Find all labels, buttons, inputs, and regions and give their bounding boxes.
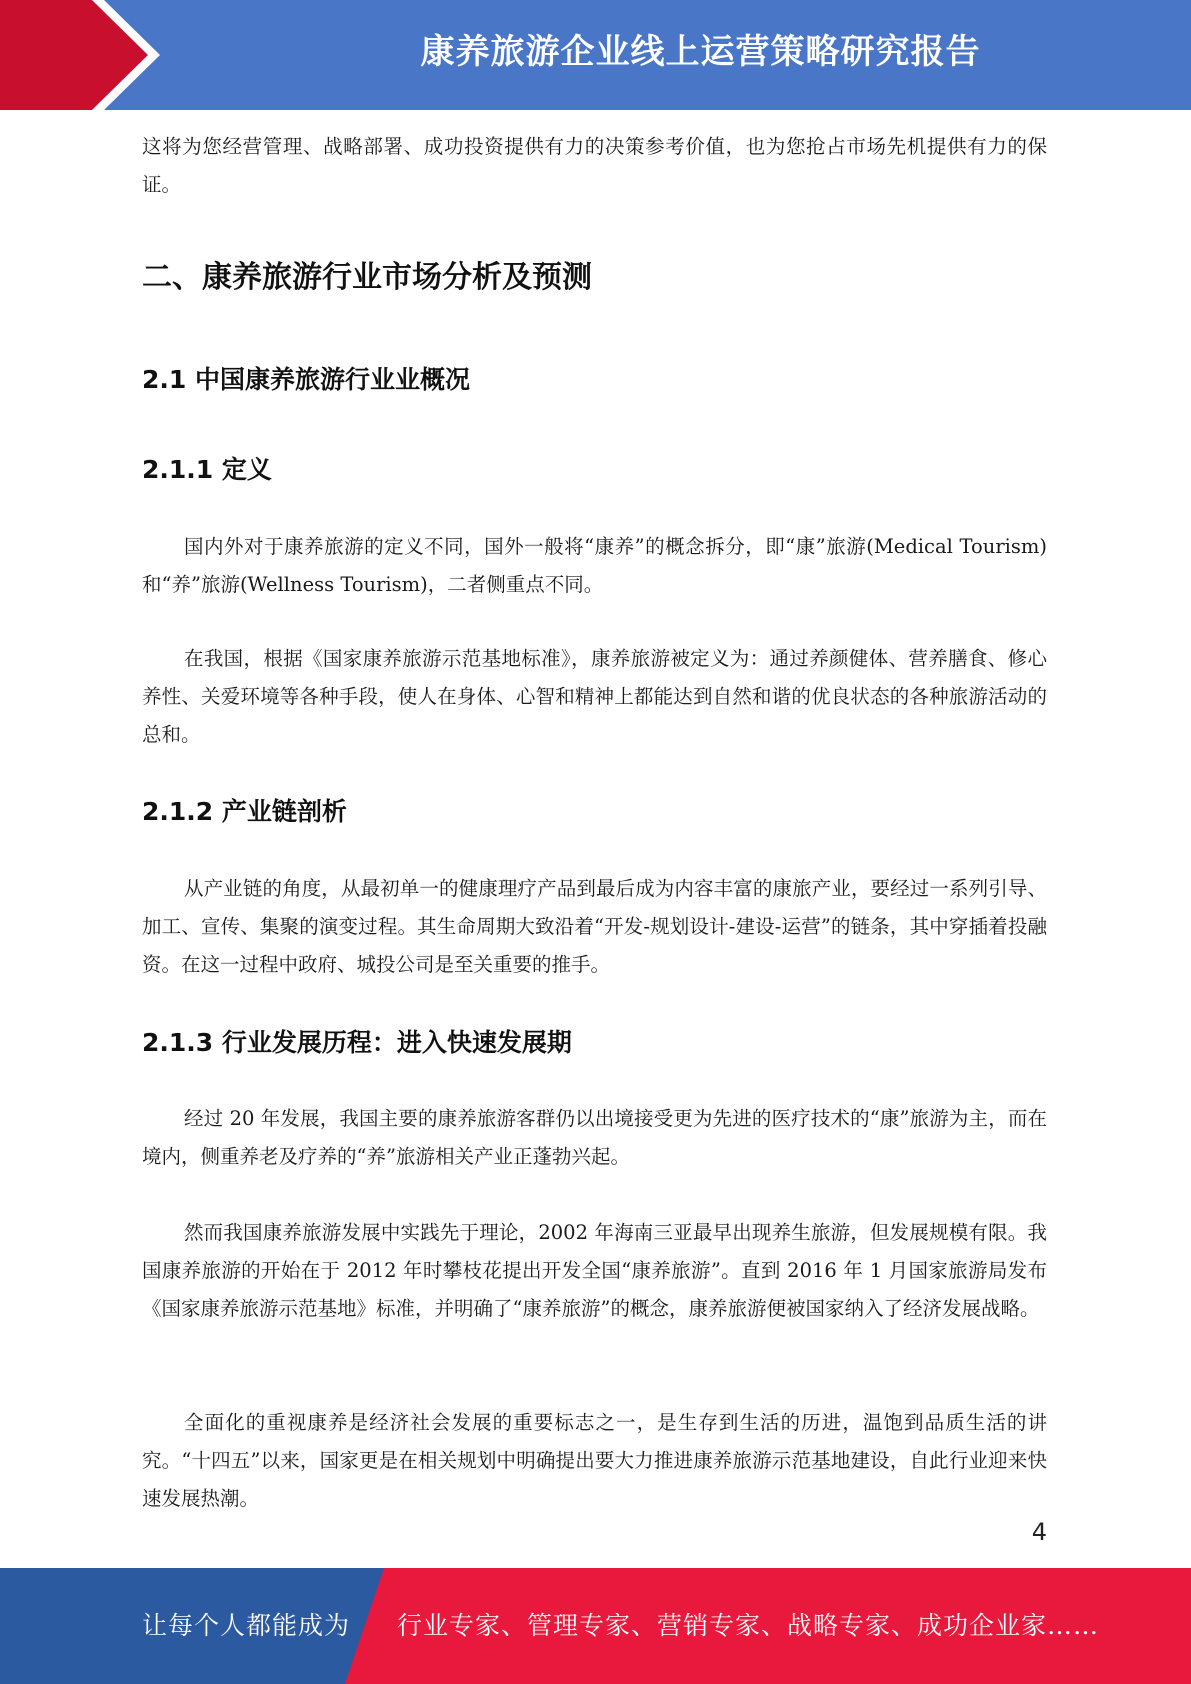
s212-title: 2.1.2 产业链剖析 — [142, 797, 347, 826]
s213-p1-block — [142, 1100, 1047, 1176]
s212-heading-block — [142, 792, 1047, 828]
s211-title: 2.1.1 定义 — [142, 455, 272, 484]
s211-p1-block — [142, 528, 1047, 604]
intro-paragraph: 这将为您经营管理、战略部署、成功投资提供有力的决策参考价值，也为您抢占市场先机提供有力的保证。 — [142, 135, 1047, 196]
s212-paragraph-1: 从产业链的角度，从最初单一的健康理疗产品到最后成为内容丰富的康旅产业，要经过一系列引导、加工、宣传、集聚的演变过程。其生命周期大致沿着“开发-规划设计-建设-运营”的链条，其中穿插着投融资。在这一过程中政府、城投公司是至关重要的推手。 — [142, 877, 1047, 976]
s211-heading-block — [142, 450, 1047, 486]
s213-p3-block — [142, 1404, 1047, 1518]
subsection-title: 2.1 中国康养旅游行业业概况 — [142, 365, 470, 394]
section-title: 二、康养旅游行业市场分析及预测 — [142, 260, 592, 295]
section-heading-block — [142, 252, 1047, 296]
footer-slogan-right: 行业专家、管理专家、营销专家、战略专家、成功企业家…… — [397, 1611, 1100, 1640]
s213-paragraph-3: 全面化的重视康养是经济社会发展的重要标志之一，是生存到生活的历进，温饱到品质生活的讲究。“十四五”以来，国家更是在相关规划中明确提出要大力推进康养旅游示范基地建设，自此行业迎来快速发展热潮。 — [142, 1411, 1047, 1510]
s213-title: 2.1.3 行业发展历程：进入快速发展期 — [142, 1028, 572, 1057]
s211-paragraph-2: 在我国，根据《国家康养旅游示范基地标准》，康养旅游被定义为：通过养颜健体、营养膳食、修心养性、关爱环境等各种手段，使人在身体、心智和精神上都能达到自然和谐的优良状态的各种旅游活动的总和。 — [142, 647, 1047, 746]
subsection-heading-block — [142, 360, 1047, 396]
footer-slogan-left: 让每个人都能成为 — [142, 1611, 351, 1640]
s213-heading-block — [142, 1023, 1047, 1059]
s211-p2-block — [142, 640, 1047, 754]
s213-paragraph-1: 经过 20 年发展，我国主要的康养旅游客群仍以出境接受更为先进的医疗技术的“康”旅游为主，而在境内，侧重养老及疗养的“养”旅游相关产业正蓬勃兴起。 — [142, 1107, 1047, 1168]
s213-p2-block — [142, 1214, 1047, 1328]
s212-p1-block — [142, 870, 1047, 984]
s211-paragraph-1: 国内外对于康养旅游的定义不同，国外一般将“康养”的概念拆分，即“康”旅游(Medical Tourism)和“养”旅游(Wellness Tourism)，二者侧重点不同。 — [142, 535, 1047, 596]
header-banner — [0, 0, 1191, 110]
intro-paragraph-block — [142, 128, 1047, 204]
s213-paragraph-2: 然而我国康养旅游发展中实践先于理论，2002 年海南三亚最早出现养生旅游，但发展规模有限。我国康养旅游的开始在于 2012 年时攀枝花提出开发全国“康养旅游”。直到 2016 年 1 月国家旅游局发布《国家康养旅游示范基地》标准，并明确了“康养旅游”的概念，康养旅游便被国家纳入了经济发展战略。 — [142, 1221, 1047, 1320]
page-number: 4 — [1031, 1518, 1047, 1546]
report-title: 康养旅游企业线上运营策略研究报告 — [420, 32, 981, 72]
footer-banner — [0, 1568, 1191, 1684]
header-arrow-decoration — [0, 0, 200, 110]
